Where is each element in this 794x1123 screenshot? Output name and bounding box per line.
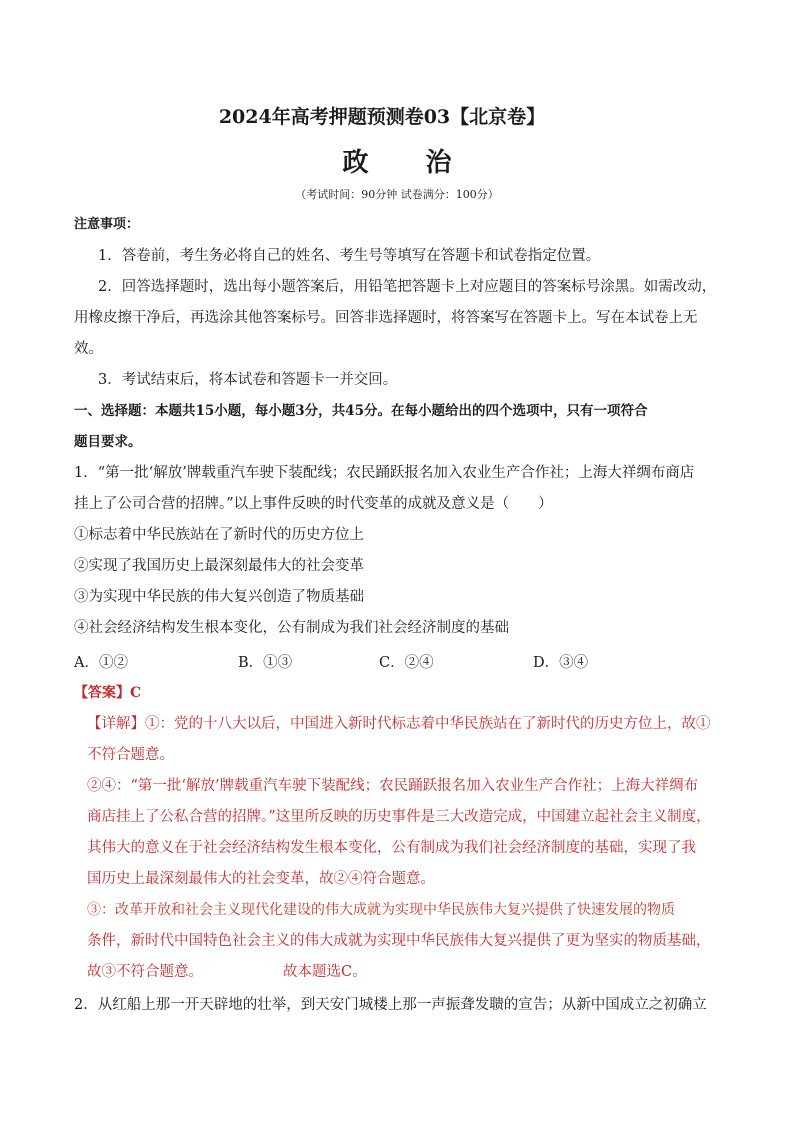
q1-option-c: C．②④ bbox=[379, 655, 434, 671]
q1-answer: 【答案】C bbox=[74, 685, 142, 701]
q1-analysis-9: 故③不符合题意。 bbox=[87, 964, 203, 980]
notice-item-1: 1．答卷前，考生务必将自己的姓名、考生号等填写在答题卡和试卷指定位置。 bbox=[98, 248, 601, 264]
q1-conclusion: 故本题选C。 bbox=[283, 964, 367, 980]
q1-option-d: D．③④ bbox=[533, 655, 589, 671]
section-heading: 一、选择题：本题共15小题，每小题3分，共45分。在每小题给出的四个选项中，只有一项符合 bbox=[74, 403, 648, 419]
q1-analysis-3: ②④：“第一批‘解放’牌载重汽车驶下装配线；农民踊跃报名加入农业生产合作社；上海大祥绸布 bbox=[87, 778, 699, 794]
q1-option-b: B．①③ bbox=[238, 655, 293, 671]
q1-item-2: ②实现了我国历史上最深刻最伟大的社会变革 bbox=[74, 558, 364, 574]
q1-analysis-6: 国历史上最深刻最伟大的社会变革，故②④符合题意。 bbox=[87, 871, 435, 887]
q1-analysis-4: 商店挂上了公私合营的招牌。”这里所反映的历史事件是三大改造完成，中国建立起社会主义制度， bbox=[87, 809, 711, 825]
q1-analysis-1: 【详解】①：党的十八大以后，中国进入新时代标志着中华民族站在了新时代的历史方位上，故① bbox=[87, 716, 711, 732]
notice-heading: 注意事项： bbox=[74, 217, 140, 232]
q1-analysis-8: 条件，新时代中国特色社会主义的伟大成就为实现中华民族伟大复兴提供了更为坚实的物质基础， bbox=[87, 933, 711, 949]
subject-title: 政 治 bbox=[342, 148, 476, 178]
q1-stem: 1．“第一批‘解放’牌载重汽车驶下装配线；农民踊跃报名加入农业生产合作社；上海大祥绸布商店 bbox=[74, 465, 695, 481]
q1-item-3: ③为实现中华民族的伟大复兴创造了物质基础 bbox=[74, 589, 364, 605]
q1-item-4: ④社会经济结构发生根本变化，公有制成为我们社会经济制度的基础 bbox=[74, 620, 509, 636]
exam-title: 2024年高考押题预测卷03【北京卷】 bbox=[218, 106, 546, 128]
q1-analysis-7: ③：改革开放和社会主义现代化建设的伟大成就为实现中华民族伟大复兴提供了快速发展的物质 bbox=[87, 902, 675, 918]
q1-stem-cont: 挂上了公司合营的招牌。”以上事件反映的时代变革的成就及意义是（ ） bbox=[74, 496, 553, 512]
notice-item-2: 2．回答选择题时，选出每小题答案后，用铅笔把答题卡上对应题目的答案标号涂黑。如需改动， bbox=[98, 279, 717, 295]
q1-item-1: ①标志着中华民族站在了新时代的历史方位上 bbox=[74, 527, 364, 543]
q1-analysis-2: 不符合题意。 bbox=[87, 747, 174, 763]
q1-analysis-5: 其伟大的意义在于社会经济结构发生根本变化，公有制成为我们社会经济制度的基础，实现了我 bbox=[87, 840, 696, 856]
exam-meta: （考试时间：90分钟 试卷满分：100分） bbox=[295, 188, 499, 201]
q2-stem: 2．从红船上那一开天辟地的壮举，到天安门城楼上那一声振聋发聩的宣告；从新中国成立之初确立 bbox=[74, 997, 707, 1013]
notice-item-2-end: 效。 bbox=[74, 341, 103, 357]
section-heading-cont: 题目要求。 bbox=[74, 434, 142, 450]
notice-item-2-cont: 用橡皮擦干净后，再选涂其他答案标号。回答非选择题时，将答案写在答题卡上。写在本试卷上无 bbox=[74, 310, 698, 326]
q1-option-a: A．①② bbox=[74, 655, 128, 671]
notice-item-3: 3．考试结束后，将本试卷和答题卡一并交回。 bbox=[98, 372, 398, 388]
